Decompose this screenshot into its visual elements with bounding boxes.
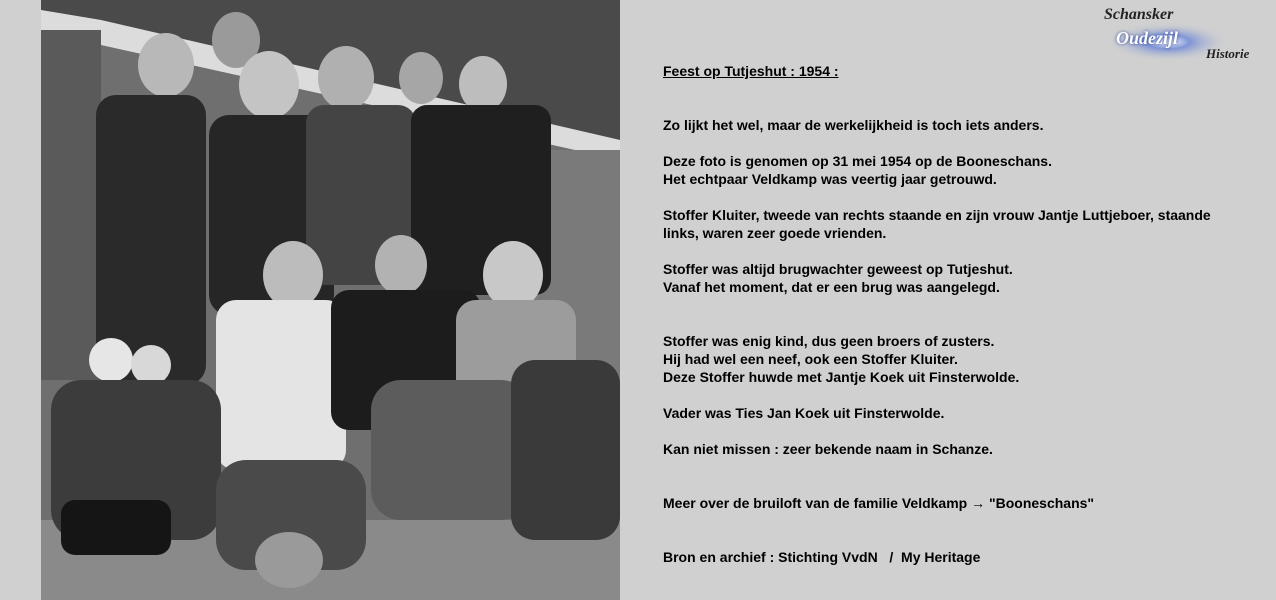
- logo-line-3: Historie: [1206, 46, 1250, 61]
- source-text: Bron en archief : Stichting VvdN / My Heritage: [663, 549, 981, 565]
- article-title: Feest op Tutjeshut : 1954 :: [663, 63, 839, 79]
- paragraph-source: [663, 548, 1263, 566]
- paragraph-photo-date: [663, 152, 1263, 188]
- paragraph-more: [663, 494, 1263, 512]
- booneschans-link[interactable]: Meer over de bruiloft van de familie Veldkamp → "Booneschans": [663, 495, 1095, 511]
- text-line: Stoffer Kluiter, tweede van rechts staande en zijn vrouw Jantje Luttjeboer, staande: [663, 207, 1211, 223]
- paragraph-intro: [663, 116, 1263, 134]
- article: [663, 62, 1263, 584]
- text-line: Hij had wel een neef, ook een Stoffer Kluiter.: [663, 351, 958, 367]
- logo-line-1: Schansker: [1104, 6, 1174, 23]
- paragraph-friends: [663, 206, 1263, 242]
- paragraph-father: [663, 404, 1263, 422]
- text-line: Het echtpaar Veldkamp was veertig jaar getrouwd.: [663, 171, 997, 187]
- text-line: Zo lijkt het wel, maar de werkelijkheid is toch iets anders.: [663, 117, 1044, 133]
- group-photo: [41, 0, 620, 600]
- text-line: Vanaf het moment, dat er een brug was aangelegd.: [663, 279, 1000, 295]
- text-line: links, waren zeer goede vrienden.: [663, 225, 887, 241]
- text-line: Stoffer was enig kind, dus geen broers of zusters.: [663, 333, 995, 349]
- site-logo[interactable]: [1100, 4, 1270, 66]
- text-line: Deze foto is genomen op 31 mei 1954 op de Booneschans.: [663, 153, 1052, 169]
- text-line: Deze Stoffer huwde met Jantje Koek uit Finsterwolde.: [663, 369, 1020, 385]
- text-line: Vader was Ties Jan Koek uit Finsterwolde.: [663, 405, 945, 421]
- text-line: Stoffer was altijd brugwachter geweest op Tutjeshut.: [663, 261, 1013, 277]
- paragraph-known-name: [663, 440, 1263, 458]
- paragraph-family: [663, 332, 1263, 386]
- logo-line-2: Oudezijl: [1116, 28, 1179, 48]
- page-margin: [0, 0, 41, 600]
- paragraph-bridge-keeper: [663, 260, 1263, 296]
- text-line: Kan niet missen : zeer bekende naam in Schanze.: [663, 441, 993, 457]
